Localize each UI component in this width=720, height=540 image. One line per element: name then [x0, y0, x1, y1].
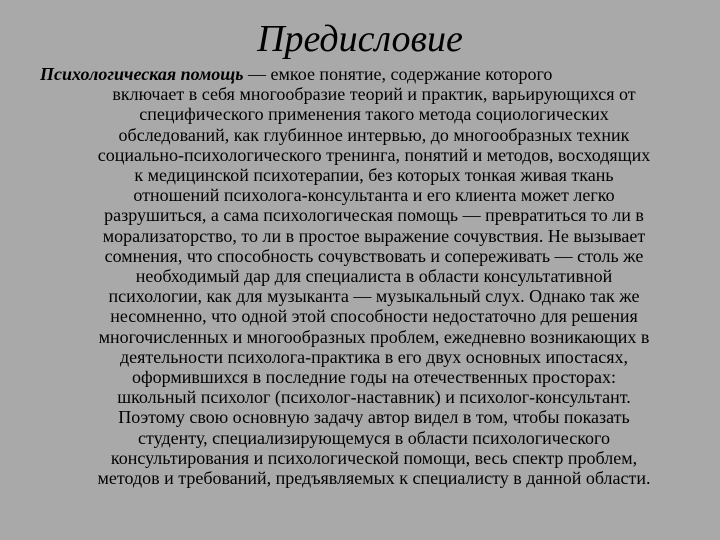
paragraph-line: необходимый дар для специалиста в области консультативной	[135, 266, 613, 287]
paragraph-line: консультирования и психологической помощи, весь спектр проблем,	[110, 447, 638, 468]
paragraph-line: специфического применения такого метода социологических	[139, 104, 609, 125]
paragraph-line: включает в себя многообразие теорий и практик, варьирующихся от	[112, 84, 636, 105]
paragraph-line: оформившихся в последние годы на отечественных просторах:	[131, 367, 617, 388]
paragraph-line: психологии, как для музыканта — музыкальный слух. Однако так же	[108, 286, 640, 307]
paragraph-line: деятельности психолога-практика в его двух основных ипостасях,	[119, 346, 629, 367]
paragraph-line: отношений психолога-консультанта и его клиента может легко	[133, 185, 615, 206]
key-term: Психологическая помощь	[40, 64, 244, 84]
paragraph-line: методов и требований, предъявляемых к специалисту в данной области.	[97, 468, 651, 489]
paragraph-line: несомненно, что одной этой способности недостаточно для решения	[110, 306, 638, 327]
preface-paragraph	[32, 64, 716, 488]
paragraph-line: морализаторство, то ли в простое выражение сочувствия. Не вызывает	[102, 225, 646, 246]
paragraph-line: социально-психологического тренинга, понятий и методов, восходящих	[97, 144, 651, 165]
paragraph-line: студенту, специализирующемуся в области психологического	[138, 427, 610, 448]
paragraph-line	[32, 64, 716, 84]
paragraph-line: Поэтому свою основную задачу автор видел в том, чтобы показать	[118, 407, 630, 428]
paragraph-line: обследований, как глубинное интервью, до многообразных техник	[118, 124, 630, 145]
paragraph-line: многочисленных и многообразных проблем, ежедневно возникающих в	[98, 326, 650, 347]
paragraph-line: сомнения, что способность сочувствовать и сопереживать — столь же	[104, 245, 644, 266]
slide-title: Предисловие	[257, 18, 463, 60]
paragraph-line: школьный психолог (психолог-наставник) и психолог-консультант.	[117, 387, 631, 408]
paragraph-line-text: — емкое понятие, содержание которого	[243, 64, 553, 84]
paragraph-line: разрушиться, а сама психологическая помощь — превратиться то ли в	[104, 205, 644, 226]
paragraph-line: к медицинской психотерапии, без которых тонкая живая ткань	[134, 165, 614, 186]
